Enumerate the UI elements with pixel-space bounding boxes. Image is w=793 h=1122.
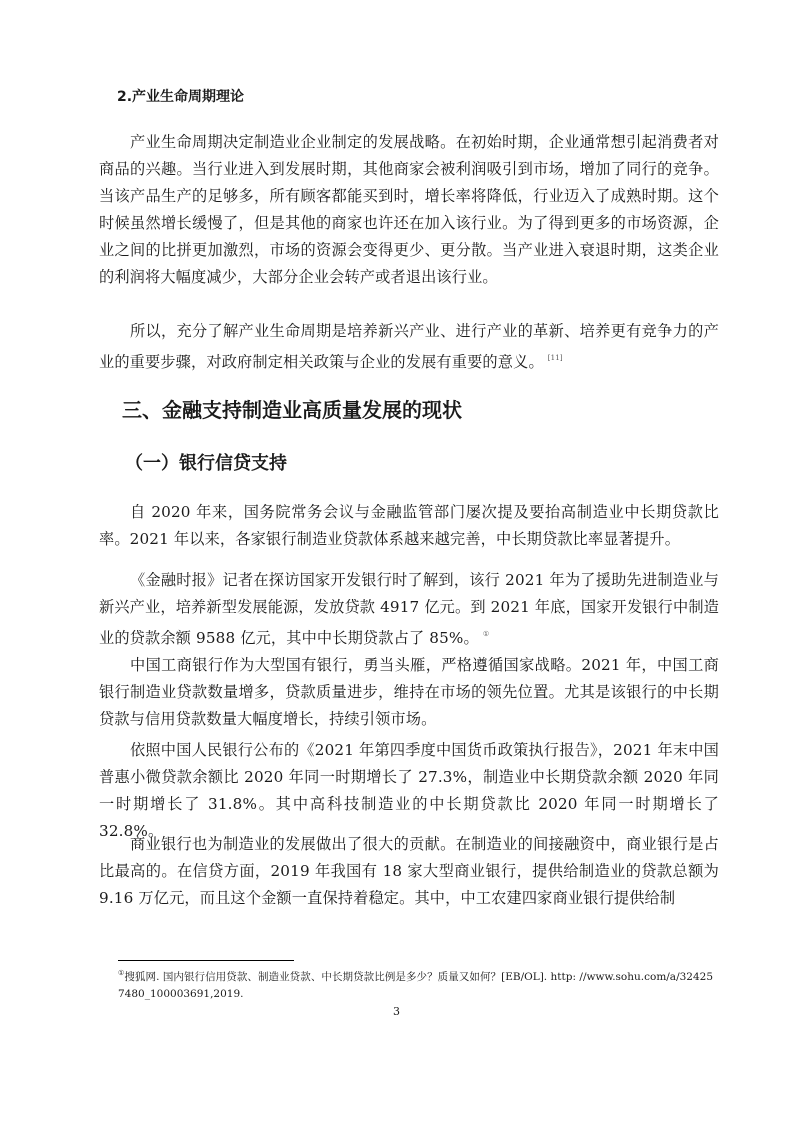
footnote-text: 搜狐网. 国内银行信用贷款、制造业贷款、中长期贷款比例是多少？质量又如何？[EB/OL]. http: //www.sohu.com/a/324257480_100003691,2019. [118,971,714,1000]
paragraph-text: 所以，充分了解产业生命周期是培养新兴产业、进行产业的革新、培养更有竞争力的产业的重要步骤，对政府制定相关政策与企业的发展有重要的意义。 [99,322,719,371]
chapter-heading: 三、金融支持制造业高质量发展的现状 [122,398,462,422]
body-paragraph [99,831,719,912]
body-paragraph [99,652,719,733]
footnote-marker: ① [482,630,490,638]
section-heading: 2.产业生命周期理论 [117,89,245,105]
citation-marker: [11] [547,354,563,362]
footnote [118,965,713,1003]
page-number: 3 [393,1005,400,1018]
paragraph-text: 产业生命周期决定制造业企业制定的发展战略。在初始时期，企业通常想引起消费者对商品的兴趣。当行业进入到发展时期，其他商家会被利润吸引到市场，增加了同行的竞争。当该产品生产的足够多，所有顾客都能买到时，增长率将降低，行业迈入了成熟时期。这个时候虽然增长缓慢了，但是其他的商家也许还在加入该行业。为了得到更多的市场资源，企业之间的比拼更加激烈，市场的资源会变得更少、更分散。当产业进入衰退时期，这类企业的利润将大幅度减少，大部分企业会转产或者退出该行业。 [99,133,719,286]
body-paragraph [99,567,719,652]
body-paragraph [99,129,719,291]
paragraph-text: 自 2020 年来，国务院常务会议与金融监管部门屡次提及要抬高制造业中长期贷款比率。2021 年以来，各家银行制造业贷款体系越来越完善，中长期贷款比率显著提升。 [99,503,719,548]
footnote-divider [118,960,294,961]
paragraph-text: 依照中国人民银行公布的《2021 年第四季度中国货币政策执行报告》，2021 年末中国普惠小微贷款余额比 2020 年同一时期增长了 27.3%，制造业中长期贷款余额 2020 年同一时期增长了 31.8%。其中高科技制造业的中长期贷款比 2020 年同一时期增长了 32.8%。 [99,741,719,840]
body-paragraph [99,499,719,553]
paragraph-text: 中国工商银行作为大型国有银行，勇当头雁，严格遵循国家战略。2021 年，中国工商银行制造业贷款数量增多，贷款质量进步，维持在市场的领先位置。尤其是该银行的中长期贷款与信用贷款数量大幅度增长，持续引领市场。 [99,656,719,728]
body-paragraph [99,737,719,845]
subsection-heading: （一）银行信贷支持 [125,453,287,474]
body-paragraph [99,318,719,376]
paragraph-text: 商业银行也为制造业的发展做出了很大的贡献。在制造业的间接融资中，商业银行是占比最高的。在信贷方面，2019 年我国有 18 家大型商业银行，提供给制造业的贷款总额为 9.16 万亿元，而且这个金额一直保持着稳定。其中，中工农建四家商业银行提供给制 [99,835,719,907]
footnote-marker: ① [118,969,125,977]
paragraph-text: 《金融时报》记者在探访国家开发银行时了解到，该行 2021 年为了援助先进制造业与新兴产业，培养新型发展能源，发放贷款 4917 亿元。到 2021 年底，国家开发银行中制造业的贷款余额 9588 亿元，其中中长期贷款占了 85%。 [99,571,719,647]
